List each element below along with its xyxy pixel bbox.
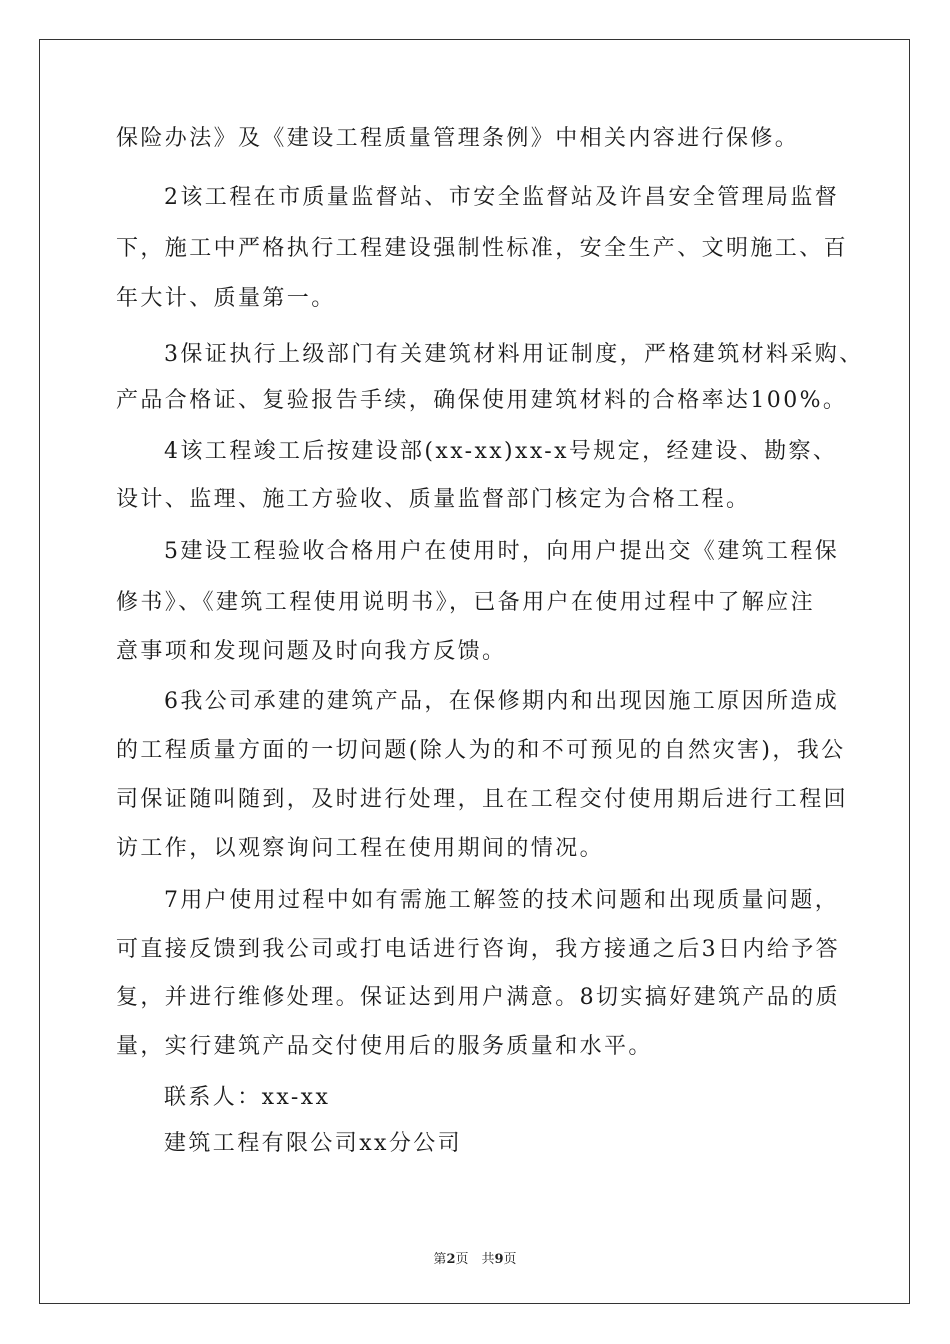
text-line: 年大计、质量第一。 bbox=[116, 286, 336, 311]
footer-suffix: 页 bbox=[503, 1252, 517, 1267]
text-line: 修书》、《建筑工程使用说明书》，已备用户在使用过程中了解应注 bbox=[116, 590, 816, 615]
text-line: 5建设工程验收合格用户在使用时，向用户提出交《建筑工程保 bbox=[164, 539, 840, 564]
footer-mid: 页 共 bbox=[455, 1252, 495, 1267]
text-line: 设计、监理、施工方验收、质量监督部门核定为合格工程。 bbox=[116, 487, 751, 512]
page-border bbox=[39, 39, 910, 1304]
text-line: 3保证执行上级部门有关建筑材料用证制度，严格建筑材料采购、 bbox=[164, 342, 864, 367]
text-line: 司保证随叫随到，及时进行处理，且在工程交付使用期后进行工程回 bbox=[116, 787, 849, 812]
contact-line: 联系人：xx-xx bbox=[164, 1085, 331, 1110]
text-line: 复，并进行维修处理。保证达到用户满意。8切实搞好建筑产品的质 bbox=[116, 985, 840, 1010]
text-line: 可直接反馈到我公司或打电话进行咨询，我方接通之后3日内给予答 bbox=[116, 937, 840, 962]
text-line: 下，施工中严格执行工程建设强制性标准，安全生产、文明施工、百 bbox=[116, 236, 849, 261]
company-name: 建筑工程有限公司xx分公司 bbox=[164, 1131, 463, 1156]
footer-prefix: 第 bbox=[433, 1252, 447, 1267]
text-line: 的工程质量方面的一切问题(除人为的和不可预见的自然灾害)，我公 bbox=[116, 738, 846, 763]
text-line: 2该工程在市质量监督站、市安全监督站及许昌安全管理局监督 bbox=[164, 185, 840, 210]
text-line: 保险办法》及《建设工程质量管理条例》中相关内容进行保修。 bbox=[116, 126, 800, 151]
text-line: 量，实行建筑产品交付使用后的服务质量和水平。 bbox=[116, 1034, 653, 1059]
total-page-number: 9 bbox=[494, 1252, 504, 1267]
text-line: 意事项和发现问题及时向我方反馈。 bbox=[116, 639, 507, 664]
text-line: 4该工程竣工后按建设部(xx-xx)xx-x号规定，经建设、勘察、 bbox=[164, 439, 838, 464]
current-page-number: 2 bbox=[446, 1252, 456, 1267]
page-footer bbox=[0, 1248, 950, 1267]
text-line: 访工作，以观察询问工程在使用期间的情况。 bbox=[116, 836, 605, 861]
text-line: 6我公司承建的建筑产品，在保修期内和出现因施工原因所造成 bbox=[164, 689, 840, 714]
text-line: 产品合格证、复验报告手续，确保使用建筑材料的合格率达100%。 bbox=[116, 388, 848, 413]
text-line: 7用户使用过程中如有需施工解签的技术问题和出现质量问题， bbox=[164, 888, 840, 913]
